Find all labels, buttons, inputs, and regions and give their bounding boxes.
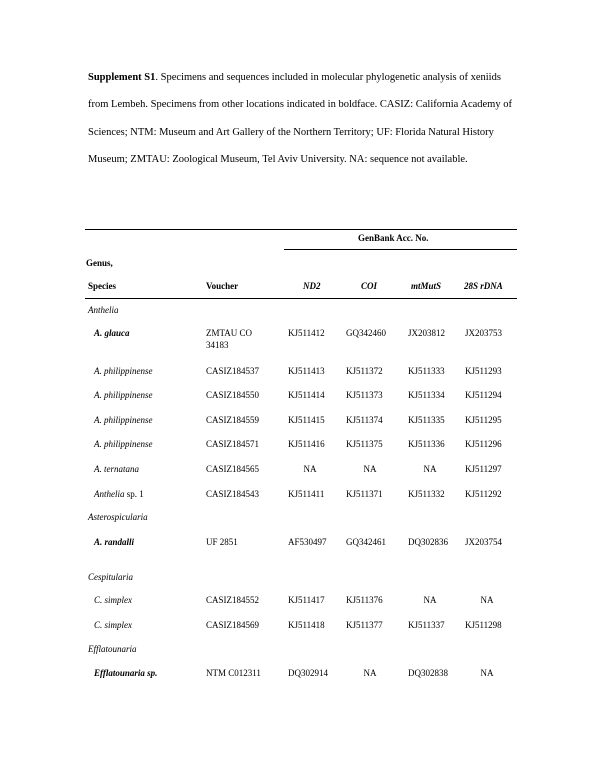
nd2-cell: KJ511412 (288, 328, 325, 338)
nd2-cell: KJ511418 (288, 620, 325, 630)
mtmuts-cell: KJ511335 (408, 415, 445, 425)
voucher-cell: CASIZ184537 (206, 366, 260, 376)
coi-cell: NA (363, 668, 377, 678)
mtmuts-cell: KJ511336 (408, 439, 445, 449)
group-label-efflatounaria: Efflatounaria (88, 644, 137, 654)
genus-header: Genus, (86, 258, 113, 268)
coi-cell: KJ511372 (346, 366, 383, 376)
voucher-cell: CASIZ184565 (206, 464, 260, 474)
coi-cell: GQ342460 (346, 328, 386, 338)
mtmuts-cell: KJ511333 (408, 366, 445, 376)
nd2-cell: KJ511417 (288, 595, 325, 605)
mtmuts-cell: KJ511337 (408, 620, 445, 630)
species-cell: C. simplex (94, 595, 132, 605)
nd2-cell: NA (303, 464, 317, 474)
coi-cell: KJ511374 (346, 415, 383, 425)
species-cell: A. philippinense (94, 415, 153, 425)
rdna-cell: KJ511295 (465, 415, 502, 425)
mtmuts-cell: JX203812 (408, 328, 446, 338)
genbank-rule (284, 249, 517, 250)
rdna-cell: KJ511294 (465, 390, 502, 400)
nd2-cell: AF530497 (288, 537, 327, 547)
mtmuts-cell: DQ302836 (408, 537, 448, 547)
species-suffix: sp. 1 (124, 489, 144, 499)
coi-cell: KJ511371 (346, 489, 383, 499)
voucher-column-header: Voucher (206, 281, 239, 291)
voucher-cell: UF 2851 (206, 537, 238, 547)
rdna-column-header: 28S rDNA (464, 281, 503, 291)
nd2-cell: KJ511416 (288, 439, 325, 449)
species-genus: Anthelia (94, 489, 125, 499)
coi-cell: KJ511373 (346, 390, 383, 400)
mtmuts-cell: KJ511332 (408, 489, 445, 499)
voucher-cell: NTM C012311 (206, 668, 261, 678)
coi-column-header: COI (361, 281, 378, 291)
mtmuts-cell: NA (423, 464, 437, 474)
coi-cell: NA (363, 464, 377, 474)
nd2-cell: DQ302914 (288, 668, 328, 678)
mtmuts-column-header: mtMutS (411, 281, 442, 291)
rdna-cell: NA (480, 668, 494, 678)
rdna-cell: NA (480, 595, 494, 605)
group-label-asterospicularia: Asterospicularia (88, 512, 148, 522)
nd2-cell: KJ511414 (288, 390, 325, 400)
table-top-rule (85, 229, 517, 230)
species-cell: Efflatounaria sp. (94, 668, 158, 678)
table-caption (88, 64, 518, 174)
rdna-cell: KJ511293 (465, 366, 502, 376)
voucher-cell: CASIZ184550 (206, 390, 260, 400)
nd2-cell: KJ511415 (288, 415, 325, 425)
voucher-cell: CASIZ184559 (206, 415, 260, 425)
species-column-header: Species (88, 281, 116, 291)
rdna-cell: JX203754 (465, 537, 503, 547)
mtmuts-cell: KJ511334 (408, 390, 445, 400)
species-cell (94, 488, 144, 500)
species-cell: C. simplex (94, 620, 132, 630)
nd2-cell: KJ511411 (288, 489, 325, 499)
caption-label: Supplement S1 (88, 72, 156, 83)
voucher-cell: ZMTAU CO 34183 (206, 328, 253, 350)
header-bottom-rule (85, 298, 517, 299)
rdna-cell: KJ511298 (465, 620, 502, 630)
species-cell: A. ternatana (94, 464, 139, 474)
species-cell: A. philippinense (94, 390, 153, 400)
species-cell: A. randalli (94, 537, 135, 547)
nd2-column-header: ND2 (303, 281, 321, 291)
group-label-cespitularia: Cespitularia (88, 572, 134, 582)
species-cell: A. philippinense (94, 439, 153, 449)
voucher-cell: CASIZ184543 (206, 489, 260, 499)
group-label-anthelia: Anthelia (88, 305, 119, 315)
species-cell: A. philippinense (94, 366, 153, 376)
species-cell: A. glauca (94, 328, 130, 338)
coi-cell: KJ511375 (346, 439, 383, 449)
coi-cell: KJ511376 (346, 595, 383, 605)
rdna-cell: KJ511296 (465, 439, 502, 449)
nd2-cell: KJ511413 (288, 366, 325, 376)
rdna-cell: KJ511292 (465, 489, 502, 499)
voucher-cell: CASIZ184569 (206, 620, 260, 630)
voucher-cell: CASIZ184552 (206, 595, 260, 605)
rdna-cell: JX203753 (465, 328, 503, 338)
mtmuts-cell: DQ302838 (408, 668, 448, 678)
coi-cell: GQ342461 (346, 537, 386, 547)
caption-text: . Specimens and sequences included in molecular phylogenetic analysis of xeniids from Lembeh. Specimens from other locations indicated in boldface. CASIZ: California Academy of Sciences; NTM: Museum and Art Gallery of the Northern Territory; UF: Florida Natural History Museum; ZMTAU: Zoological Museum, Tel Aviv University. NA: sequence not available. (88, 72, 512, 166)
genbank-header: GenBank Acc. No. (358, 233, 429, 243)
coi-cell: KJ511377 (346, 620, 383, 630)
rdna-cell: KJ511297 (465, 464, 502, 474)
voucher-cell: CASIZ184571 (206, 439, 260, 449)
mtmuts-cell: NA (423, 595, 437, 605)
